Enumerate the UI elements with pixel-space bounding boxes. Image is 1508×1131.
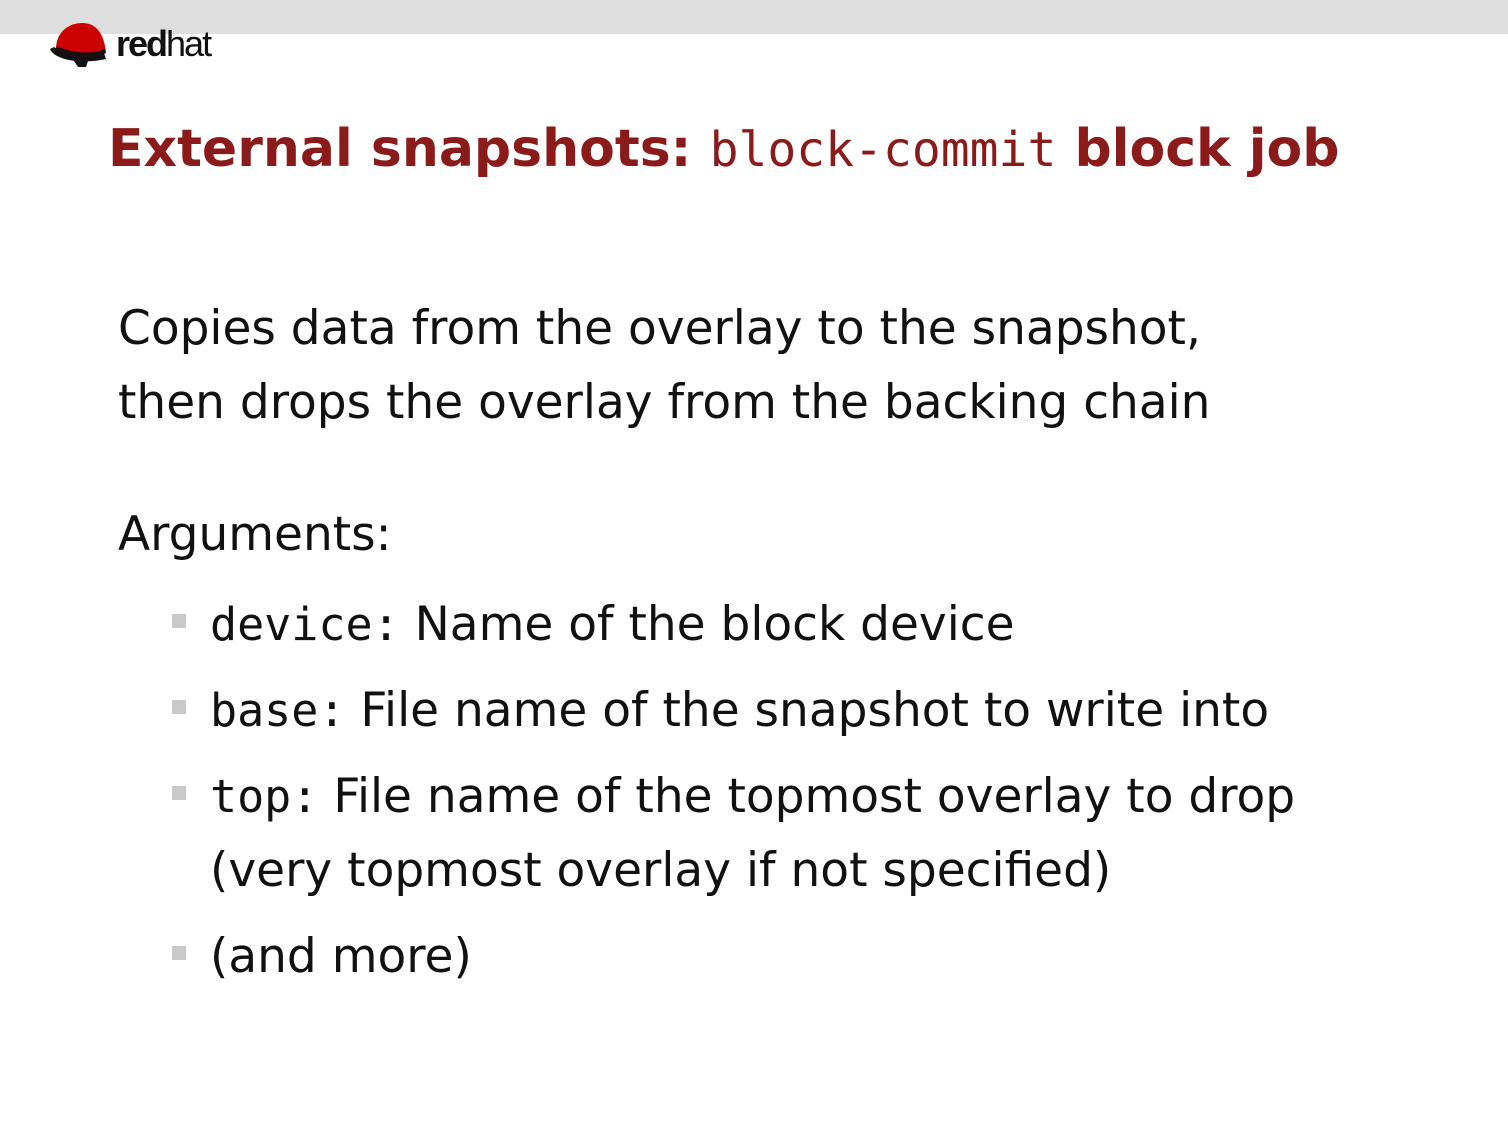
redhat-wordmark: redhat	[116, 23, 211, 64]
title-prefix: External snapshots:	[108, 119, 692, 179]
list-item	[168, 760, 1295, 908]
bullet-icon	[172, 614, 186, 628]
argument-text: Name of the block device	[414, 597, 1015, 652]
argument-text: File name of the topmost overlay to drop	[333, 769, 1296, 824]
bullet-icon	[172, 700, 186, 714]
redhat-fedora-icon	[48, 19, 110, 69]
argument-code: base:	[210, 684, 346, 737]
argument-text: (and more)	[210, 929, 472, 984]
argument-code: top:	[210, 770, 319, 823]
arguments-heading: Arguments:	[118, 507, 392, 562]
top-bar	[0, 0, 1508, 34]
description	[118, 292, 1210, 440]
list-item	[168, 588, 1295, 662]
argument-text: File name of the snapshot to write into	[360, 683, 1270, 738]
description-line: Copies data from the overlay to the snapshot,	[118, 301, 1201, 356]
title-suffix: block job	[1074, 119, 1340, 179]
arguments-list	[168, 588, 1295, 1006]
argument-code: device:	[210, 598, 400, 651]
description-line: then drops the overlay from the backing chain	[118, 375, 1211, 430]
title-code: block-commit	[709, 122, 1057, 178]
list-item	[168, 674, 1295, 748]
bullet-icon	[172, 786, 186, 800]
redhat-logo	[48, 16, 210, 72]
list-item	[168, 920, 1295, 994]
bullet-icon	[172, 946, 186, 960]
slide-title	[108, 118, 1340, 180]
argument-text-continued: (very topmost overlay if not specified)	[210, 843, 1112, 898]
